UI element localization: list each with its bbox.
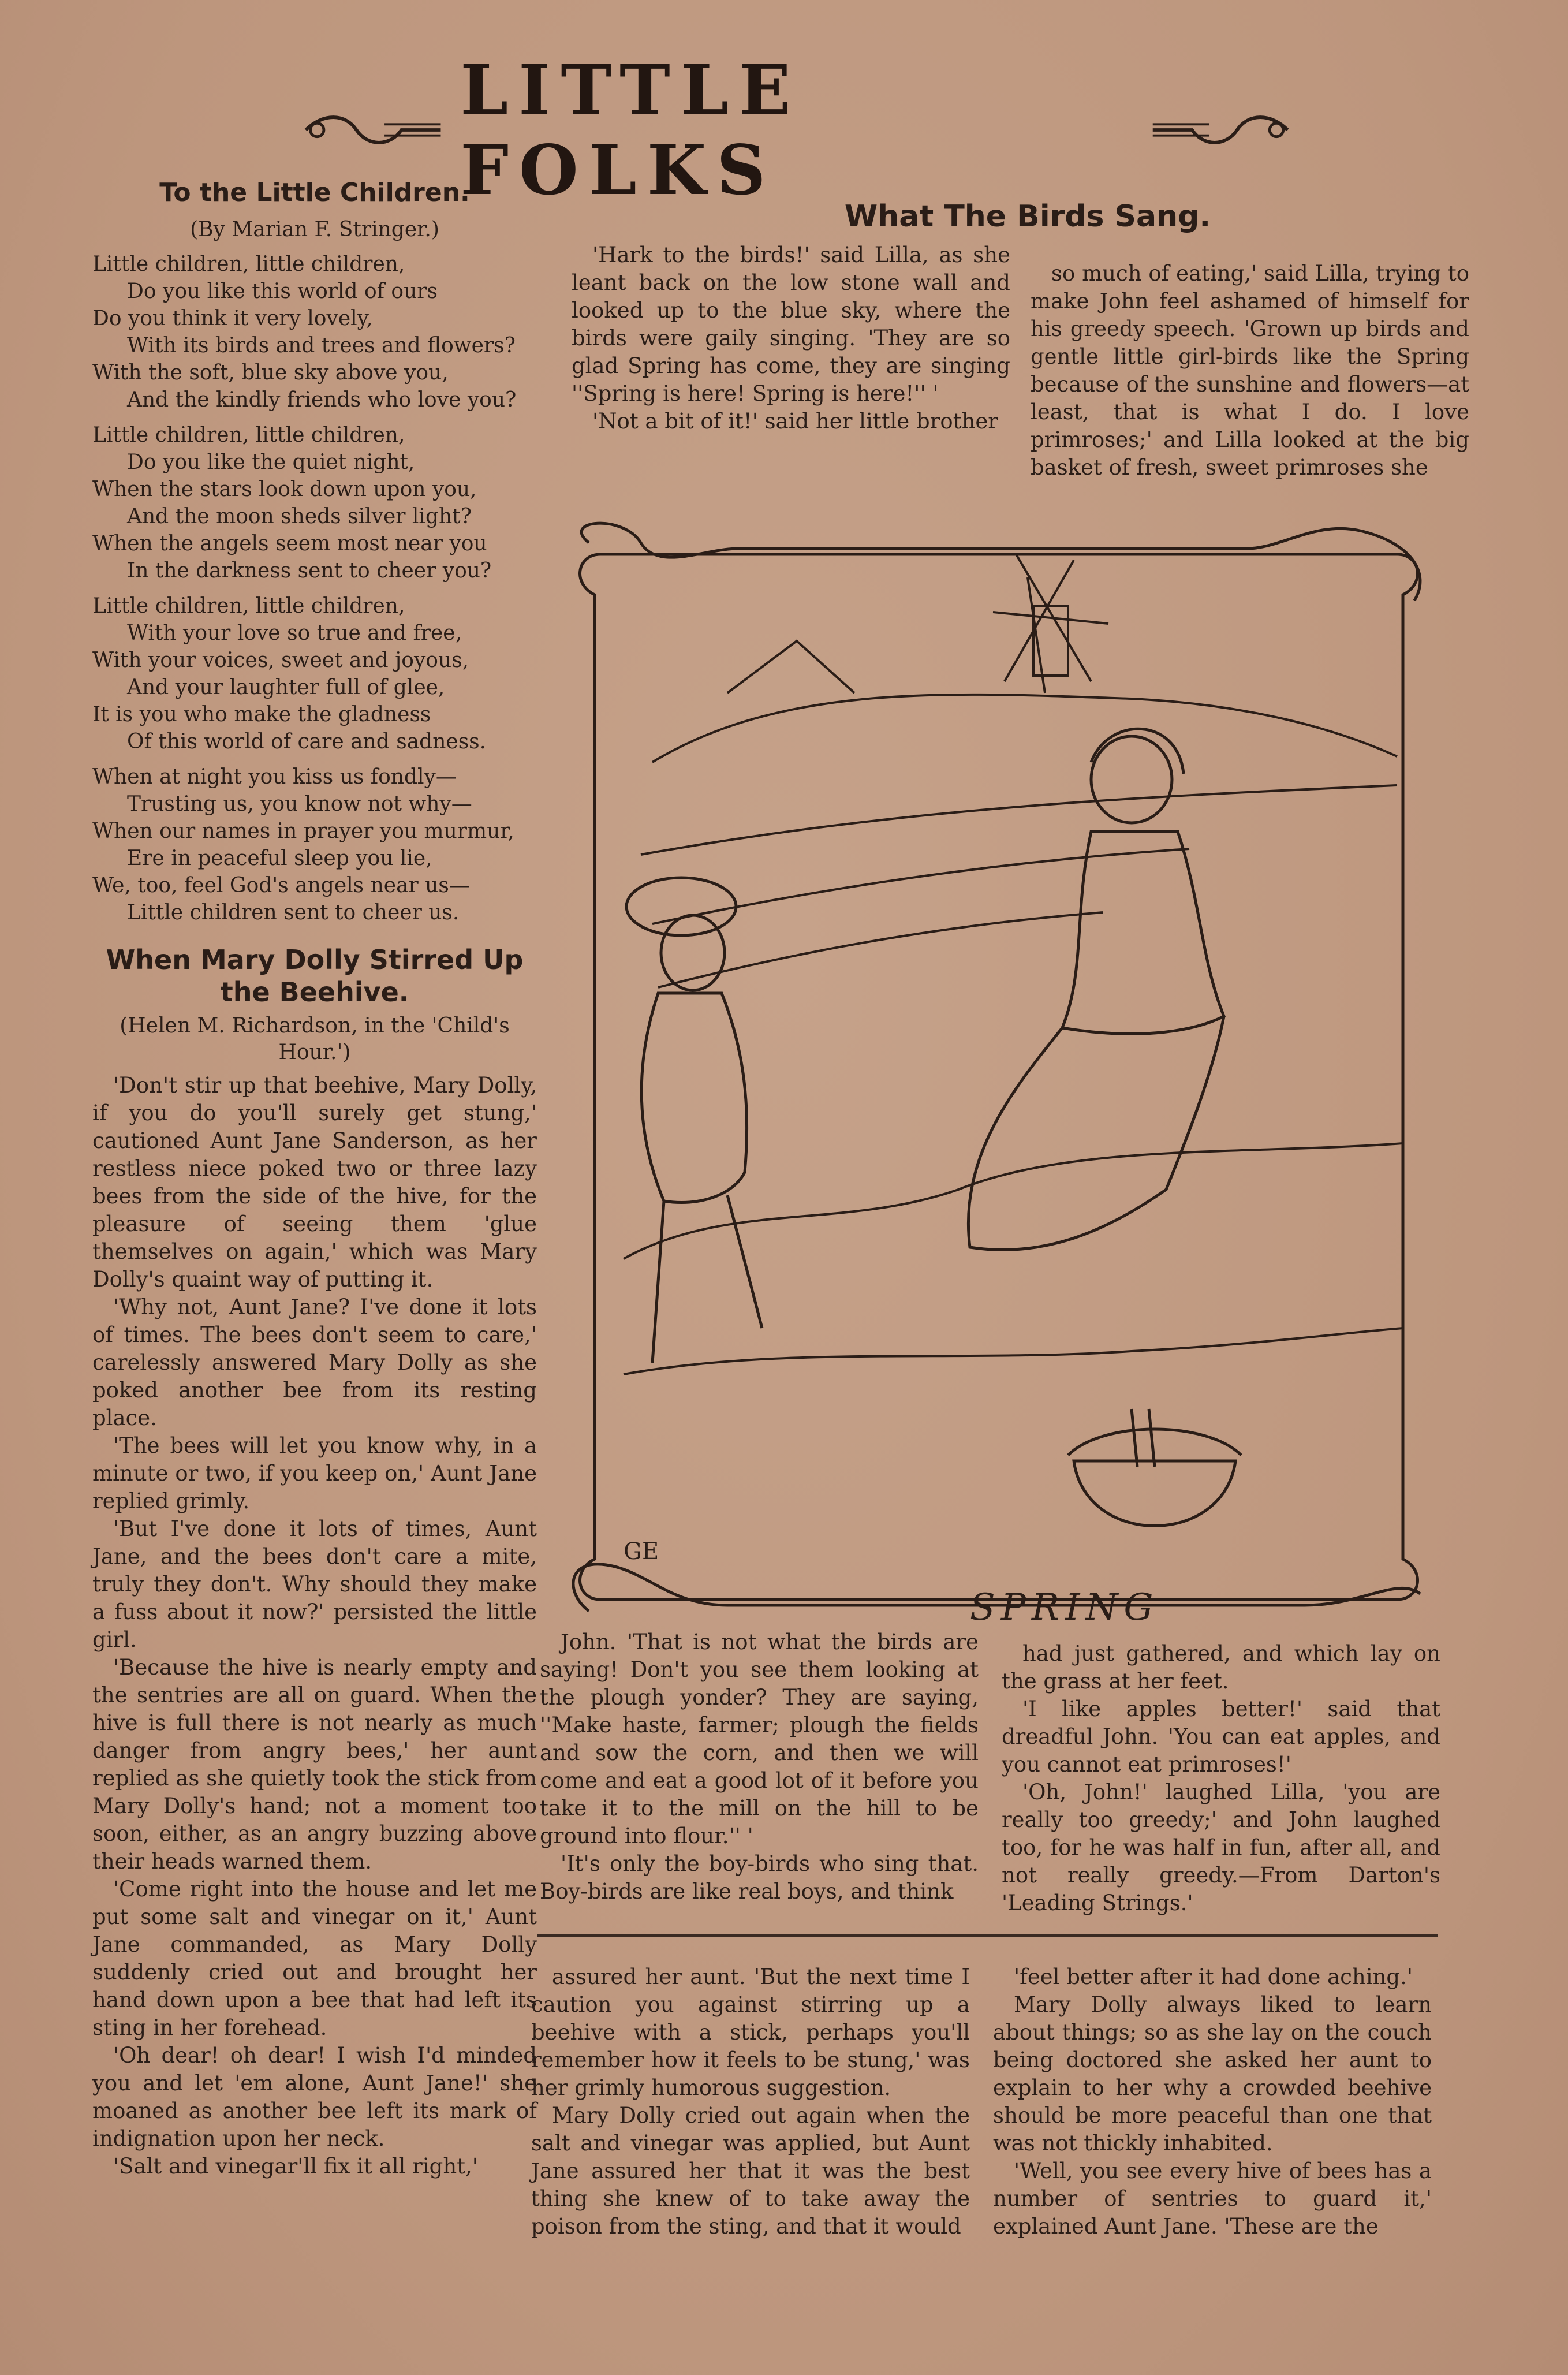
poem-stanza bbox=[92, 251, 537, 413]
poem-line: With its birds and trees and flowers? bbox=[127, 334, 516, 357]
poem-line: Little children, little children, bbox=[92, 423, 405, 447]
landscape-drawing bbox=[624, 554, 1403, 1374]
paragraph: 'Oh dear! oh dear! I wish I'd minded you and let 'em alone, Aunt Jane!' she moaned as another bee left its mark of indignation upon her neck. bbox=[92, 2043, 537, 2151]
paragraph: 'feel better after it had done aching.' bbox=[1014, 1964, 1413, 1989]
paragraph: so much of eating,' said Lilla, trying to make John feel ashamed of himself for his greedy speech. 'Grown up birds and gentle little girl-birds like the Spring because of the sunshine and flowers—at least, that is what I do. I love primroses;' and Lilla looked at the big basket of fresh, sweet primroses she bbox=[1031, 261, 1469, 480]
illustration-monogram: GE bbox=[624, 1538, 659, 1565]
paragraph: 'Why not, Aunt Jane? I've done it lots of times. The bees don't seem to care,' carelessly answered Mary Dolly as she poked another bee from its resting place. bbox=[92, 1295, 537, 1430]
poem-line: Do you like this world of ours bbox=[127, 279, 438, 303]
paragraph: 'Salt and vinegar'll fix it all right,' bbox=[113, 2154, 478, 2179]
primrose-basket bbox=[1068, 1409, 1241, 1526]
poem-line: When the angels seem most near you bbox=[92, 532, 487, 555]
poem-line: Of this world of care and sadness. bbox=[127, 730, 487, 754]
poem-line: It is you who make the gladness bbox=[92, 703, 431, 726]
poem-line: In the darkness sent to cheer you? bbox=[127, 559, 492, 583]
paragraph: 'Hark to the birds!' said Lilla, as she leant back on the low stone wall and looked up to the blue sky, where the birds were gaily singing. 'They are so glad Spring has come, they are singing ''Spring is here! Spring is here!'' ' bbox=[572, 243, 1010, 406]
poem-line: Do you like the quiet night, bbox=[127, 450, 415, 474]
beehive-story-column-2 bbox=[531, 1963, 970, 2240]
paragraph: 'Oh, John!' laughed Lilla, 'you are really too greedy;' and John laughed too, for he was half in fun, after all, and not really greedy.—From Darton's 'Leading Strings.' bbox=[1002, 1780, 1440, 1915]
poem-stanza bbox=[92, 422, 537, 584]
birds-story-title: What The Birds Sang. bbox=[844, 199, 1211, 234]
poem-line: Little children, little children, bbox=[92, 594, 405, 618]
paragraph: 'But I've done it lots of times, Aunt Jane, and the bees don't care a mite, truly they don't. Why should they make a fuss about it now?' persisted the little girl. bbox=[92, 1516, 537, 1652]
poem-line: With your voices, sweet and joyous, bbox=[92, 648, 469, 672]
poem-stanza bbox=[92, 592, 537, 755]
paragraph: had just gathered, and which lay on the grass at her feet. bbox=[1002, 1641, 1440, 1694]
poem-line: Trusting us, you know not why— bbox=[127, 792, 472, 816]
poem-byline: (By Marian F. Stringer.) bbox=[190, 218, 439, 241]
beehive-story-column-3 bbox=[993, 1963, 1432, 2240]
poem-line: When the stars look down upon you, bbox=[92, 478, 477, 501]
poem-line: When our names in prayer you murmur, bbox=[92, 819, 514, 843]
paragraph: 'Not a bit of it!' said her little brother bbox=[592, 409, 998, 434]
poem-line: With the soft, blue sky above you, bbox=[92, 361, 449, 385]
paragraph: 'Don't stir up that beehive, Mary Dolly, if you do you'll surely get stung,' cautioned Aunt Jane Sanderson, as her restless niece poked two or three lazy bees from the side of the hive, for the pleasure of seeing them 'glue themselves on again,' which was Mary Dolly's quaint way of putting it. bbox=[92, 1073, 537, 1292]
beehive-story-title: When Mary Dolly Stirred Up the Beehive. bbox=[106, 944, 524, 1008]
birds-story-column-left-top bbox=[572, 241, 1010, 435]
poem-stanza bbox=[92, 763, 537, 926]
ornate-frame bbox=[573, 523, 1420, 1611]
poem-stanzas bbox=[92, 251, 537, 926]
beehive-story-source: (Helen M. Richardson, in the 'Child's Hour.') bbox=[120, 1014, 510, 1064]
paragraph: 'Because the hive is nearly empty and the sentries are all on guard. When the hive is full there is not nearly as much danger from angry bees,' her aunt replied as she quietly took the stick from Mary Dolly's hand; not a moment too soon, either, as an angry buzzing above their heads warned them. bbox=[92, 1655, 537, 1874]
poem-line: And the kindly friends who love you? bbox=[127, 388, 517, 412]
left-scroll-ornament-icon bbox=[300, 107, 446, 153]
birds-story-column-left-mid bbox=[540, 1628, 979, 1906]
paragraph: 'It's only the boy-birds who sing that. Boy-birds are like real boys, and think bbox=[540, 1851, 979, 1904]
poem-line: Do you think it very lovely, bbox=[92, 307, 373, 330]
left-column bbox=[92, 173, 537, 2180]
poem-title: To the Little Children. bbox=[159, 178, 470, 207]
section-divider bbox=[537, 1934, 1438, 1937]
paragraph: Mary Dolly always liked to learn about things; so as she lay on the couch being doctored she asked her aunt to explain to her why a crowded beehive should be more peaceful than one that was not thickly inhabited. bbox=[993, 1992, 1432, 2156]
masthead-title: LITTLE FOLKS bbox=[460, 50, 801, 210]
poem-line: We, too, feel God's angels near us— bbox=[92, 874, 470, 897]
boy-figure bbox=[626, 878, 762, 1363]
paragraph: 'The bees will let you know why, in a minute or two, if you keep on,' Aunt Jane replied grimly. bbox=[92, 1433, 537, 1513]
paragraph: Mary Dolly cried out again when the salt and vinegar was applied, but Aunt Jane assured her that it was the best thing she knew of to take away the poison from the sting, and that it would bbox=[531, 2103, 970, 2239]
paragraph: assured her aunt. 'But the next time I caution you against stirring up a beehive with a stick, perhaps you'll remember how it feels to be stung,' was her grimly humorous suggestion. bbox=[531, 1964, 970, 2100]
illustration-caption: SPRING bbox=[970, 1586, 1159, 1629]
paragraph: John. 'That is not what the birds are saying! Don't you see them looking at the plough yonder? They are saying, ''Make haste, farmer; plough the fields and sow the corn, and then we will come and eat a good lot of it before you take it to the mill on the hill to be ground into flour.'' ' bbox=[540, 1630, 979, 1848]
poem-line: Little children sent to cheer us. bbox=[127, 901, 460, 924]
spring-illustration bbox=[554, 508, 1443, 1640]
birds-story-column-right-top bbox=[1031, 260, 1469, 482]
right-scroll-ornament-icon bbox=[1147, 107, 1293, 153]
birds-story-column-right-mid bbox=[1002, 1640, 1440, 1917]
poem-line: With your love so true and free, bbox=[127, 621, 462, 645]
poem-line: Little children, little children, bbox=[92, 252, 405, 276]
poem-line: Ere in peaceful sleep you lie, bbox=[127, 847, 432, 870]
poem-line: And the moon sheds silver light? bbox=[127, 505, 472, 528]
poem-line: And your laughter full of glee, bbox=[127, 676, 445, 699]
beehive-story-text bbox=[92, 1072, 537, 2180]
paragraph: 'Well, you see every hive of bees has a number of sentries to guard it,' explained Aunt Jane. 'These are the bbox=[993, 2158, 1432, 2239]
poem-line: When at night you kiss us fondly— bbox=[92, 765, 457, 789]
paragraph: 'Come right into the house and let me put some salt and vinegar on it,' Aunt Jane commanded, as Mary Dolly suddenly cried out and brought her hand down upon a bee that had left its sting in her forehead. bbox=[92, 1877, 537, 2040]
paragraph: 'I like apples better!' said that dreadful John. 'You can eat apples, and you cannot eat primroses!' bbox=[1002, 1697, 1440, 1777]
